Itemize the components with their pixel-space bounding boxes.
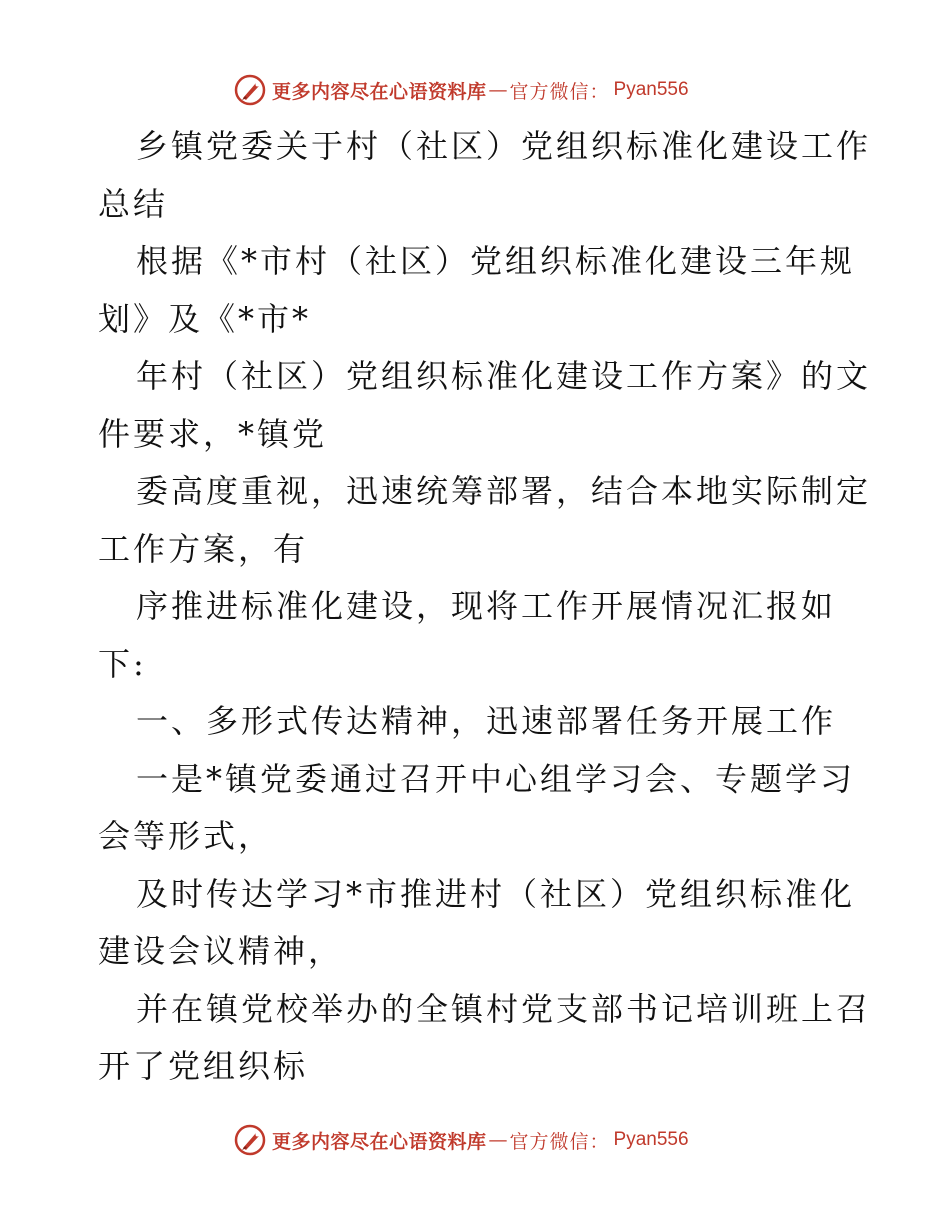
title-line: 乡镇党委关于村（社区）党组织标准化建设工作 — [136, 127, 872, 165]
paragraph-line: 会等形式， — [98, 817, 274, 855]
paragraph-line: 序推进标准化建设，现将工作开展情况汇报如 — [136, 587, 837, 625]
section-heading: 一、多形式传达精神，迅速部署任务开展工作 — [136, 702, 837, 740]
watermark-official-label: 官方微信： — [509, 1130, 610, 1153]
paragraph-line: 件要求，*镇党 — [98, 414, 328, 453]
watermark-wechat-id: Pyan556 — [613, 1129, 689, 1150]
watermark-brand-text: 更多内容尽在心语资料库 — [272, 1130, 487, 1153]
watermark-official-label: 官方微信： — [509, 80, 610, 103]
footer-watermark-banner — [234, 1122, 689, 1158]
quill-pen-logo-icon — [234, 1124, 266, 1156]
paragraph-line: 划》及《*市* — [98, 299, 312, 338]
title-line-cont: 总结 — [98, 184, 169, 223]
paragraph-line: 建设会议精神， — [98, 932, 344, 970]
paragraph-line: 并在镇党校举办的全镇村党支部书记培训班上召 — [136, 989, 872, 1028]
watermark-brand-text: 更多内容尽在心语资料库 — [272, 80, 487, 103]
paragraph-line: 下: — [98, 644, 147, 683]
paragraph-line: 委高度重视，迅速统筹部署，结合本地实际制定 — [136, 472, 872, 510]
paragraph-line: 工作方案，有 — [98, 529, 309, 568]
quill-pen-logo-icon — [234, 74, 266, 106]
header-watermark-banner — [234, 72, 689, 108]
document-body — [98, 118, 872, 1096]
paragraph-line: 根据《*市村（社区）党组织标准化建设三年规 — [136, 242, 856, 280]
watermark-dash: — — [488, 79, 508, 101]
paragraph-line: 开了党组织标 — [98, 1047, 309, 1085]
paragraph-line: 年村（社区）党组织标准化建设工作方案》的文 — [136, 357, 872, 395]
watermark-wechat-id: Pyan556 — [613, 79, 689, 100]
paragraph-line: 一是*镇党委通过召开中心组学习会、专题学习 — [136, 759, 856, 798]
watermark-dash: — — [488, 1129, 508, 1151]
paragraph-line: 及时传达学习*市推进村（社区）党组织标准化 — [136, 874, 856, 913]
